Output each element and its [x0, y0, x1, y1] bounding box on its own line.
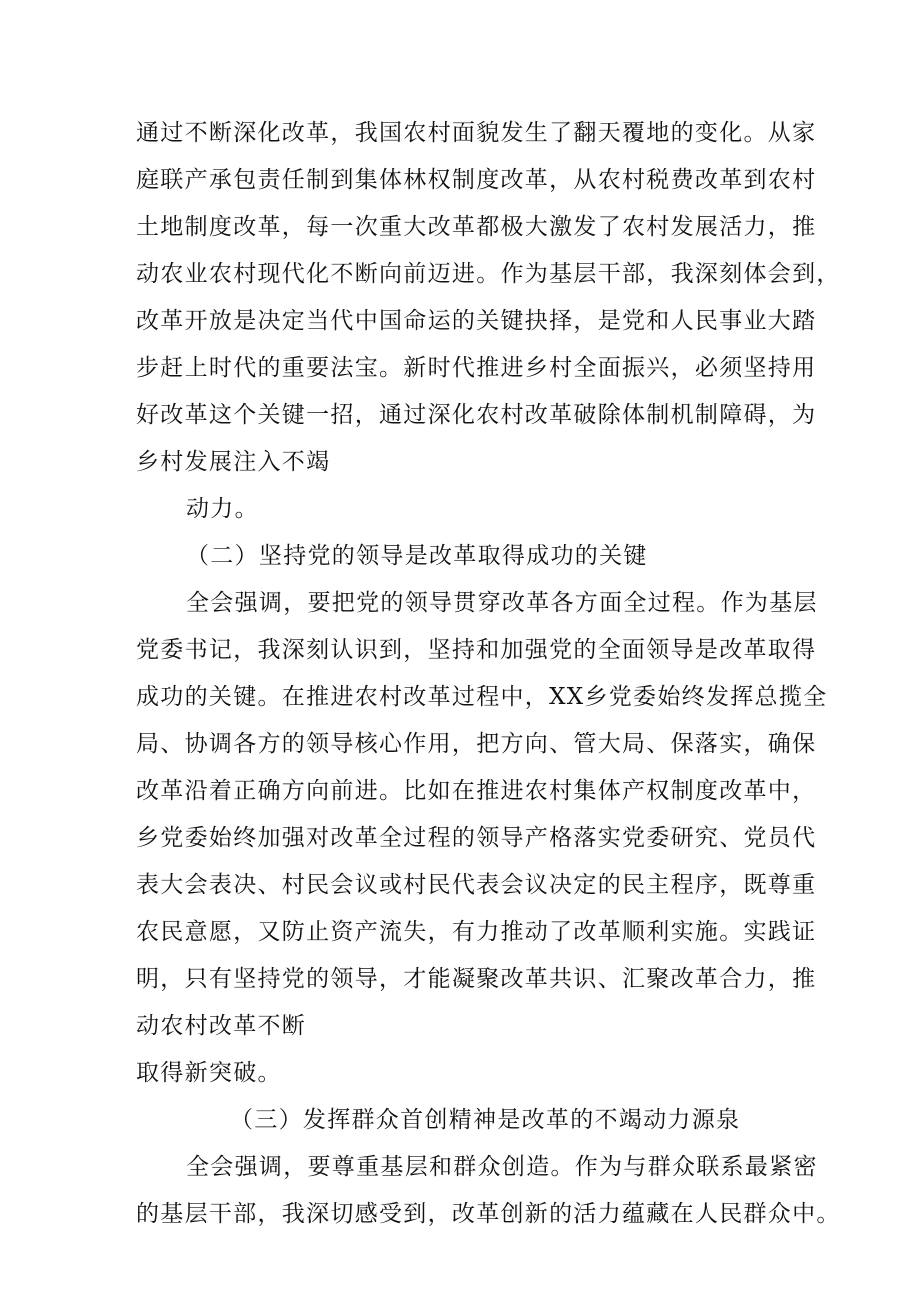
body-line-4: 动农业农村现代化不断向前迈进。作为基层干部，我深刻体会到，: [136, 261, 841, 287]
body-line-2: 庭联产承包责任制到集体林权制度改革，从农村税费改革到农村: [136, 167, 817, 193]
body-line-20: 取得新突破。: [136, 1060, 282, 1086]
body-line-15: 乡党委始终加强对改革全过程的领导产格落实党委研究、党员代: [136, 825, 817, 851]
body-line-3: 土地制度改革，每一次重大改革都极大激发了农村发展活力，推: [136, 214, 817, 240]
section-heading-2: （二）坚持党的领导是改革取得成功的关键: [186, 543, 648, 569]
body-line-9: 动力。: [186, 496, 259, 522]
body-line-8: 乡村发展注入不竭: [136, 449, 331, 475]
body-line-1: 通过不断深化改革，我国农村面貌发生了翻天覆地的变化。从家: [136, 120, 817, 146]
section-heading-3: （三）发挥群众首创精神是改革的不竭动力源泉: [230, 1107, 741, 1133]
body-line-17: 农民意愿，又防止资产流失，有力推动了改革顺利实施。实践证: [136, 919, 817, 945]
body-line-7: 好改革这个关键一招，通过深化农村改革破除体制机制障碍，为: [136, 402, 817, 428]
body-line-6: 步赶上时代的重要法宝。新时代推进乡村全面振兴，必须坚持用: [136, 355, 817, 381]
body-line-12: 成功的关键。在推进农村改革过程中，XX乡党委始终发挥总揽全: [136, 684, 828, 710]
body-line-18: 明，只有坚持党的领导，才能凝聚改革共识、汇聚改革合力，推: [136, 966, 817, 992]
body-line-14: 改革沿着正确方向前进。比如在推进农村集体产权制度改革中，: [136, 778, 817, 804]
body-line-11: 党委书记，我深刻认识到，坚持和加强党的全面领导是改革取得: [136, 637, 817, 663]
body-line-22: 的基层干部，我深切感受到，改革创新的活力蕴藏在人民群众中。: [136, 1201, 841, 1227]
body-line-16: 表大会表决、村民会议或村民代表会议决定的民主程序，既尊重: [136, 872, 817, 898]
body-line-5: 改革开放是决定当代中国命运的关键抉择，是党和人民事业大踏: [136, 308, 817, 334]
body-line-19: 动农村改革不断: [136, 1013, 307, 1039]
body-line-21: 全会强调，要尊重基层和群众创造。作为与群众联系最紧密: [186, 1154, 818, 1180]
body-line-10: 全会强调，要把党的领导贯穿改革各方面全过程。作为基层: [186, 590, 818, 616]
body-line-13: 局、协调各方的领导核心作用，把方向、管大局、保落实，确保: [136, 731, 817, 757]
